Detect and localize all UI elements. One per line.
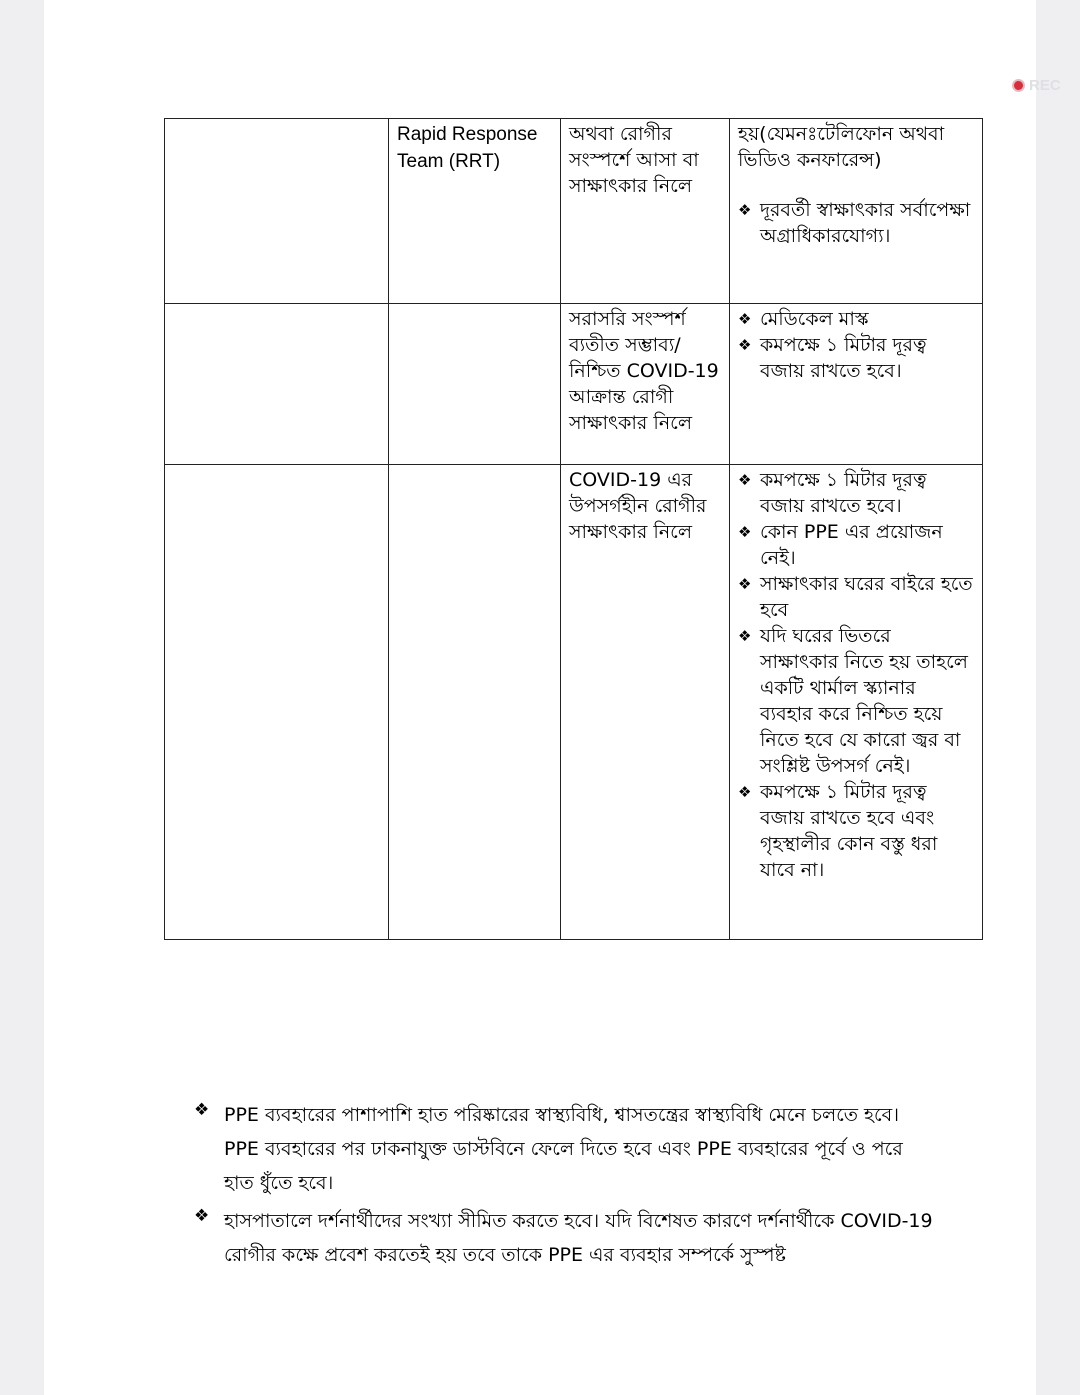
- table-cell-situation: সরাসরি সংস্পর্শ ব্যতীত সম্ভাব্য/নিশ্চিত COVID-19 আক্রান্ত রোগী সাক্ষাৎকার নিলে: [561, 304, 730, 465]
- list-item: ❖ কোন PPE এর প্রয়োজন নেই।: [738, 521, 943, 569]
- recording-indicator[interactable]: [1012, 74, 1080, 96]
- diamond-bullet-icon: ❖: [738, 310, 752, 328]
- diamond-bullet-icon: ❖: [738, 627, 752, 645]
- table-cell-situation: অথবা রোগীর সংস্পর্শে আসা বা সাক্ষাৎকার নিলে: [561, 119, 730, 304]
- measure-list: [738, 467, 974, 883]
- paragraph-text: হাসপাতালে দর্শনার্থীদের সংখ্যা সীমিত করতে হবে। যদি বিশেষত কারণে দর্শনার্থীকে COVID-19 রোগীর কক্ষে প্রবেশ করতেই হয় তবে তাকে PPE এর ব্যবহার সম্পর্কে সুস্পষ্ট: [224, 1210, 933, 1266]
- list-item: ❖ যদি ঘরের ভিতরে সাক্ষাৎকার নিতে হয় তাহলে একটি থার্মাল স্ক্যানার ব্যবহার করে নিশ্চিত হয়ে নিতে হবে যে কারো জ্বর বা সংশ্লিষ্ট উপসর্গ নেই।: [738, 625, 968, 777]
- record-dot-icon: [1012, 79, 1025, 92]
- diamond-bullet-icon: ❖: [738, 783, 752, 801]
- table-cell-category: [165, 304, 389, 465]
- table-cell-team: [389, 119, 561, 304]
- body-bullet-list: [194, 1098, 934, 1276]
- guidance-table: [164, 118, 983, 940]
- recording-label: REC: [1029, 76, 1061, 94]
- table-row: [165, 119, 983, 304]
- list-item: [194, 1204, 934, 1272]
- diamond-bullet-icon: ❖: [738, 575, 752, 593]
- measure-list: [738, 197, 974, 249]
- table-cell-category: [165, 465, 389, 940]
- diamond-bullet-icon: ❖: [738, 471, 752, 489]
- paragraph-text: PPE ব্যবহারের পাশাপাশি হাত পরিষ্কারের স্বাস্থ্যবিধি, শ্বাসতন্ত্রের স্বাস্থ্যবিধি মেনে চলতে হবে। PPE ব্যবহারের পর ঢাকনাযুক্ত ডাস্টবিনে ফেলে দিতে হবে এবং PPE ব্যবহারের পূর্বে ও পরে হাত ধুঁতে হবে।: [224, 1104, 903, 1194]
- diamond-bullet-icon: ❖: [738, 336, 752, 354]
- table-cell-situation: COVID-19 এর উপসর্গহীন রোগীর সাক্ষাৎকার নিলে: [561, 465, 730, 940]
- table-cell-team: [389, 465, 561, 940]
- list-item: ❖ কমপক্ষে ১ মিটার দূরত্ব বজায় রাখতে হবে এবং গৃহস্থালীর কোন বস্তু ধরা যাবে না।: [738, 781, 938, 881]
- list-item: ❖ মেডিকেল মাস্ক: [738, 308, 869, 330]
- list-item: ❖ সাক্ষাৎকার ঘরের বাইরে হতে হবে: [738, 573, 973, 621]
- list-item: ❖ দূরবর্তী স্বাক্ষাৎকার সর্বাপেক্ষা অগ্রাধিকারযোগ্য।: [738, 199, 971, 247]
- diamond-bullet-icon: ❖: [194, 1206, 210, 1226]
- list-item: [194, 1098, 934, 1200]
- table-cell-measures: [730, 119, 983, 304]
- measure-list: [738, 306, 974, 384]
- measure-lead-text: হয়(যেমনঃটেলিফোন অথবা ভিডিও কনফারেন্স): [738, 123, 945, 171]
- table-row: [165, 304, 983, 465]
- table-cell-measures: [730, 465, 983, 940]
- team-name: Rapid Response Team (RRT): [397, 124, 538, 172]
- table-cell-team: [389, 304, 561, 465]
- diamond-bullet-icon: ❖: [194, 1100, 210, 1120]
- list-item: ❖ কমপক্ষে ১ মিটার দূরত্ব বজায় রাখতে হবে।: [738, 469, 927, 517]
- diamond-bullet-icon: ❖: [738, 201, 752, 219]
- table-row: [165, 465, 983, 940]
- table-cell-category: [165, 119, 389, 304]
- list-item: ❖ কমপক্ষে ১ মিটার দূরত্ব বজায় রাখতে হবে।: [738, 334, 927, 382]
- diamond-bullet-icon: ❖: [738, 523, 752, 541]
- table-cell-measures: [730, 304, 983, 465]
